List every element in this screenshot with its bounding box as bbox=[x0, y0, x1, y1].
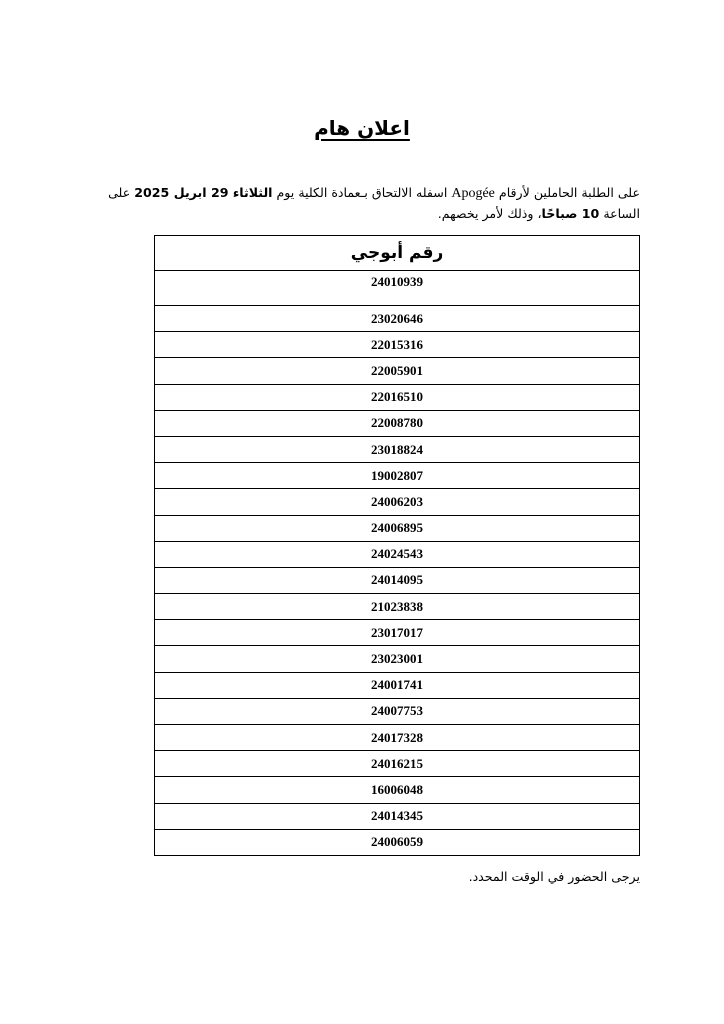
apogee-code-cell: 19002807 bbox=[155, 463, 640, 489]
table-row bbox=[155, 698, 640, 724]
apogee-code-cell: 24006203 bbox=[155, 489, 640, 515]
table-body bbox=[155, 271, 640, 856]
apogee-code-cell: 24006059 bbox=[155, 829, 640, 855]
apogee-code-cell: 24017328 bbox=[155, 725, 640, 751]
announcement-title-text: اعلان هام bbox=[314, 116, 410, 140]
apogee-code-cell: 24001741 bbox=[155, 672, 640, 698]
announcement-title bbox=[0, 114, 724, 142]
table-row bbox=[155, 515, 640, 541]
table-header-cell: رقم أبوجي bbox=[155, 236, 640, 271]
table-row bbox=[155, 410, 640, 436]
table-row bbox=[155, 594, 640, 620]
table-row bbox=[155, 777, 640, 803]
table-row bbox=[155, 751, 640, 777]
table-row bbox=[155, 306, 640, 332]
apogee-code-cell: 24010939 bbox=[155, 271, 640, 306]
apogee-code-cell: 24024543 bbox=[155, 541, 640, 567]
intro-part-4: ، وذلك لأمر يخصهم. bbox=[437, 206, 542, 221]
table-row bbox=[155, 489, 640, 515]
table-row bbox=[155, 620, 640, 646]
intro-day-date: الثلاثاء 29 ابريل 2025 bbox=[134, 185, 273, 200]
table-row bbox=[155, 829, 640, 855]
intro-part-1: على الطلبة الحاملين لأرقام bbox=[494, 185, 640, 200]
apogee-code-cell: 22015316 bbox=[155, 332, 640, 358]
apogee-code-cell: 22016510 bbox=[155, 384, 640, 410]
table-row bbox=[155, 803, 640, 829]
apogee-code-cell: 24014345 bbox=[155, 803, 640, 829]
table-row bbox=[155, 725, 640, 751]
table-row bbox=[155, 541, 640, 567]
table-row bbox=[155, 271, 640, 306]
announcement-footer: يرجى الحضور في الوقت المحدد. bbox=[468, 869, 640, 884]
apogee-code-cell: 24016215 bbox=[155, 751, 640, 777]
intro-time: 10 صباحًا bbox=[541, 206, 600, 221]
apogee-code-cell: 24014095 bbox=[155, 567, 640, 593]
intro-part-3: على الساعة bbox=[108, 185, 640, 221]
table-row bbox=[155, 332, 640, 358]
apogee-codes-table bbox=[154, 235, 640, 856]
apogee-code-cell: 22005901 bbox=[155, 358, 640, 384]
apogee-code-cell: 24007753 bbox=[155, 698, 640, 724]
table-row bbox=[155, 672, 640, 698]
table-row bbox=[155, 567, 640, 593]
apogee-code-cell: 23023001 bbox=[155, 646, 640, 672]
apogee-code-cell: 22008780 bbox=[155, 410, 640, 436]
table-row bbox=[155, 463, 640, 489]
apogee-code-cell: 23018824 bbox=[155, 436, 640, 462]
table-row bbox=[155, 646, 640, 672]
intro-part-2: اسفله الالتحاق بـعمادة الكلية يوم bbox=[272, 185, 452, 200]
apogee-code-cell: 21023838 bbox=[155, 594, 640, 620]
table-row bbox=[155, 384, 640, 410]
apogee-code-cell: 23020646 bbox=[155, 306, 640, 332]
table-row bbox=[155, 436, 640, 462]
apogee-code-cell: 23017017 bbox=[155, 620, 640, 646]
intro-apogee-term: Apogée bbox=[451, 186, 495, 201]
table-row bbox=[155, 358, 640, 384]
table-header-row bbox=[155, 236, 640, 271]
announcement-intro bbox=[100, 183, 640, 224]
apogee-code-cell: 24006895 bbox=[155, 515, 640, 541]
apogee-code-cell: 16006048 bbox=[155, 777, 640, 803]
